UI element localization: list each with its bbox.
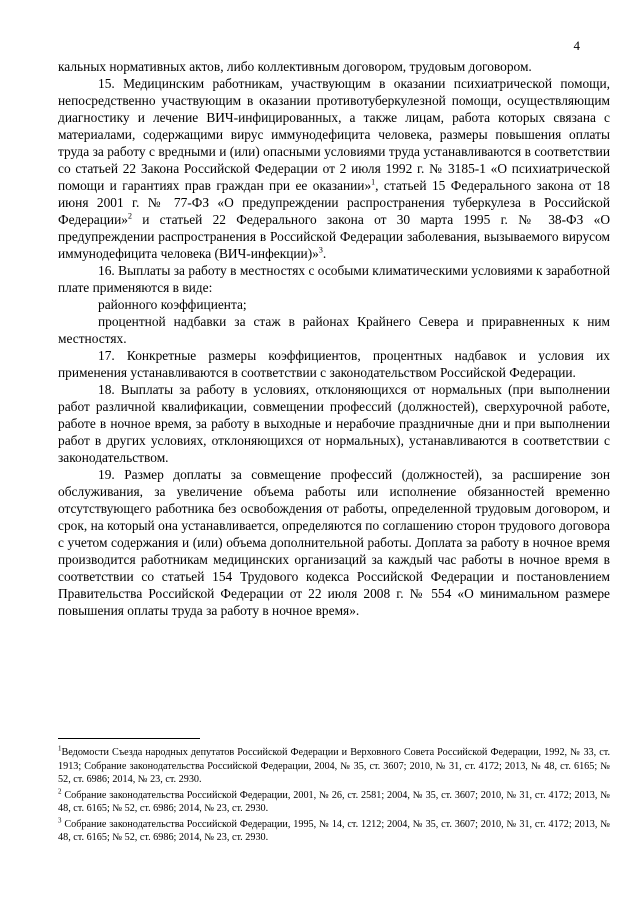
- paragraph-text: 17. Конкретные размеры коэффициентов, процентных надбавок и условия их применения устанавливаются в соответствии с законодательством Российской Федерации.: [58, 348, 610, 380]
- footnote-number: 3: [58, 816, 62, 825]
- paragraph-text: кальных нормативных актов, либо коллективным договором, трудовым договором.: [58, 59, 532, 74]
- paragraph-text: .: [322, 246, 327, 261]
- footnote-2: [58, 789, 610, 816]
- footnote-1: [58, 746, 610, 787]
- paragraph-17: [58, 347, 610, 381]
- paragraph-text: 15. Медицинским работникам, участвующим в оказании психиатрической помощи, непосредственно участвующим в оказании противотуберкулезной помощи, осуществляющим диагностику и лечение ВИЧ-инфицированных, а также лицам, работа которых связана с материалами, содержащими вирус иммунодефицита человека, размеры повышения оплаты труда за работу с вредными и (или) опасными условиями труда устанавливаются в соответствии со статьей 22 Закона Российской Федерации от 2 июля 1992 г. № 3185-1 «О психиатрической помощи и гарантиях прав граждан при ее оказании»: [58, 76, 610, 193]
- list-item-regional-coefficient: [58, 296, 610, 313]
- footnote-3: [58, 818, 610, 845]
- footnote-ref-2[interactable]: 2: [127, 211, 132, 221]
- footnote-text: Собрание законодательства Российской Федерации, 1995, № 14, ст. 1212; 2004, № 35, ст. 3607; 2010, № 31, ст. 4172; 2013, № 48, ст. 6165; № 52, ст. 6986; 2014, № 23, ст. 2930.: [58, 818, 610, 843]
- footnote-ref-1[interactable]: 1: [371, 177, 376, 187]
- paragraph-16: [58, 262, 610, 296]
- page-number: 4: [573, 38, 580, 53]
- footnote-text: Собрание законодательства Российской Федерации, 2001, № 26, ст. 2581; 2004, № 35, ст. 3607; 2010, № 31, ст. 4172; 2013, № 48, ст. 6165; № 52, ст. 6986; 2014, № 23, ст. 2930.: [58, 789, 610, 814]
- footnote-text: Ведомости Съезда народных депутатов Российской Федерации и Верховного Совета Российской Федерации, 1992, № 33, ст. 1913; Собрание законодательства Российской Федерации, 2004, № 35, ст. 3607; 2010, № 31, ст. 4172; 2013, № 48, ст. 6165; № 52, ст. 6986; 2014, № 23, ст. 2930.: [58, 747, 610, 785]
- paragraph-18: [58, 381, 610, 466]
- paragraph-text: процентной надбавки за стаж в районах Крайнего Севера и приравненных к ним местностях.: [58, 314, 610, 346]
- paragraph-continuation: [58, 58, 610, 75]
- paragraph-text: районного коэффициента;: [98, 297, 247, 312]
- paragraph-text: , статьей 15 Федерального закона от 18 июня 2001 г. № 77-ФЗ «О предупреждении распространения туберкулеза в Российской Федерации»: [58, 178, 610, 227]
- paragraph-text: и статьей 22 Федерального закона от 30 марта 1995 г. № 38-ФЗ «О предупреждении распространения в Российской Федерации заболевания, вызываемого вирусом иммунодефицита человека (ВИЧ-инфекции)»: [58, 212, 610, 261]
- list-item-north-allowance: [58, 313, 610, 347]
- footnotes-section: [58, 746, 610, 847]
- footnote-number: 2: [58, 787, 62, 796]
- paragraph-text: 16. Выплаты за работу в местностях с особыми климатическими условиями к заработной плате применяются в виде:: [58, 263, 610, 295]
- paragraph-15: [58, 75, 610, 262]
- footnote-ref-3[interactable]: 3: [318, 245, 323, 255]
- paragraph-text: 18. Выплаты за работу в условиях, отклоняющихся от нормальных (при выполнении работ различной квалификации, совмещении профессий (должностей), сверхурочной работе, работе в ночное время, за работу в выходные и нерабочие праздничные дни и при выполнении работ в других условиях, отклоняющихся от нормальных), устанавливаются в соответствии с законодательством.: [58, 382, 610, 465]
- paragraph-19: [58, 466, 610, 619]
- footnote-divider: [58, 738, 200, 739]
- document-body: [58, 58, 610, 619]
- footnote-number: 1: [58, 744, 62, 753]
- paragraph-text: 19. Размер доплаты за совмещение профессий (должностей), за расширение зон обслуживания, за увеличение объема работы или исполнение обязанностей временно отсутствующего работника без освобождения от работы, определенной трудовым договором, и срок, на который она устанавливается, определяются по соглашению сторон трудового договора с учетом содержания и (или) объема дополнительной работы. Доплата за работу в ночное время производится работникам медицинских организаций за каждый час работы в ночное время в соответствии со статьей 154 Трудового кодекса Российской Федерации и постановлением Правительства Российской Федерации от 22 июля 2008 г. № 554 «О минимальном размере повышения оплаты труда за работу в ночное время».: [58, 467, 610, 618]
